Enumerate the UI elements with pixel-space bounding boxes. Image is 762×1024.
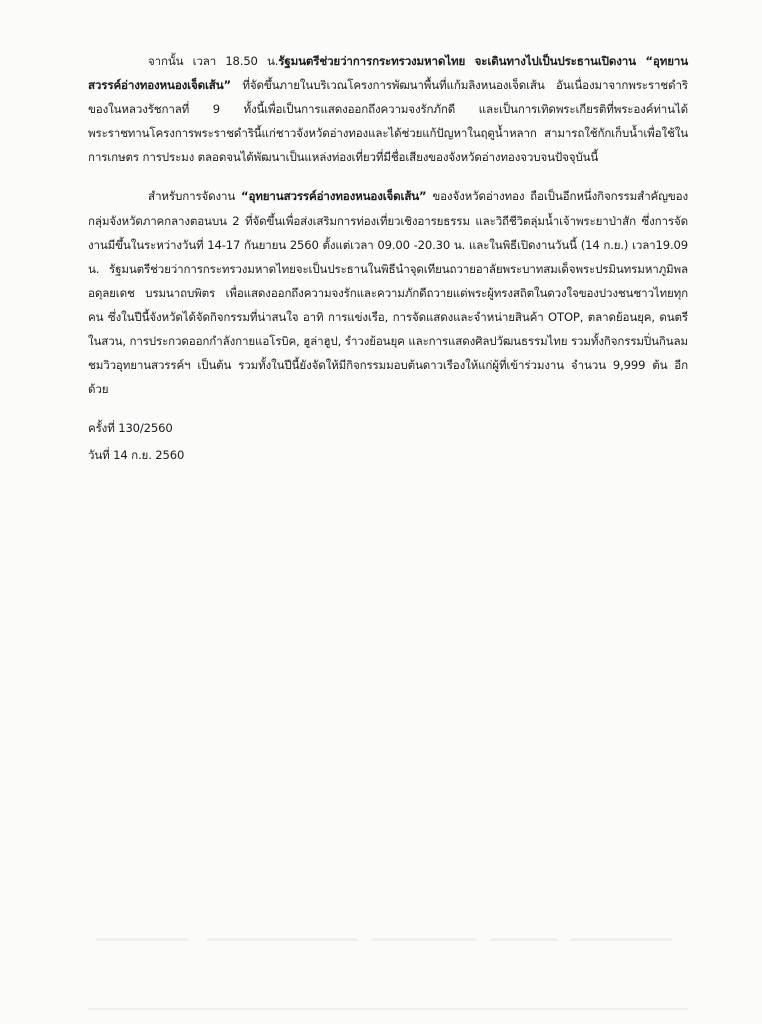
scan-artifact	[570, 938, 672, 941]
paragraph-1-emphasis: รัฐมนตรีช่วยว่าการกระทรวงมหาดไทย จะเดินทางไปเป็นประธานเปิดงาน “อุทยานสวรรค์อ่างทองหนองเจ็ดเส้น”	[88, 54, 688, 93]
document-date: วันที่ 14 ก.ย. 2560	[88, 448, 185, 463]
paragraph-2-lead: สำหรับการจัดงาน	[148, 189, 242, 204]
paragraph-1-lead: จากนั้น เวลา 18.50 น.	[148, 54, 279, 68]
issue-number: ครั้งที่ 130/2560	[88, 421, 173, 436]
scan-artifact	[96, 938, 188, 941]
document-body	[88, 49, 688, 467]
scan-artifact	[206, 938, 358, 941]
paragraph-2-emphasis: “อุทยานสวรรค์อ่างทองหนองเจ็ดเส้น”	[241, 189, 427, 204]
scan-artifact	[490, 938, 558, 941]
paragraph-event-details	[88, 184, 688, 401]
paragraph-1-body: ที่จัดขึ้นภายในบริเวณโครงการพัฒนาพื้นที่แก้มลิงหนองเจ็ดเส้น อันเนื่องมาจากพระราชดำริของในหลวงรัชกาลที่ 9 ทั้งนี้เพื่อเป็นการแสดงออกถึงความจงรักภักดี และเป็นการเทิดพระเกียรติที่พระองค์ท่านได้พระราชทานโครงการพระราชดำรินี้แก่ชาวจังหวัดอ่างทองและได้ช่วยแก้ปัญหาในฤดูน้ำหลาก สามารถใช้กักเก็บน้ำเพื่อใช้ในการเกษตร การประมง ตลอดจนได้พัฒนาเป็นแหล่งท่องเที่ยวที่มีชื่อเสียงของจังหวัดอ่างทองจวบจนปัจจุบันนี้	[88, 78, 688, 165]
scan-artifact	[372, 938, 476, 941]
scan-edge-artifact	[88, 1008, 688, 1010]
paragraph-2-body: ของจังหวัดอ่างทอง ถือเป็นอีกหนึ่งกิจกรรมสำคัญของกลุ่มจังหวัดภาคกลางตอนบน 2 ที่จัดขึ้นเพื่อส่งเสริมการท่องเที่ยวเชิงอารยธรรม และวิถีชีวิตลุ่มน้ำเจ้าพระยาป่าสัก ซึ่งการจัดงานมีขึ้นในระหว่างวันที่ 14-17 กันยายน 2560 ตั้งแต่เวลา 09.00 -20.30 น. และในพิธีเปิดงานวันนี้ (14 ก.ย.) เวลา19.09 น. รัฐมนตรีช่วยว่าการกระทรวงมหาดไทยจะเป็นประธานในพิธีนำจุดเทียนถวายอาลัยพระบาทสมเด็จพระปรมินทรมหาภูมิพลอดุลยเดช บรมนาถบพิตร เพื่อแสดงออกถึงความจงรักและความภักดีถวายแด่พระผู้ทรงสถิตในดวงใจของปวงชนชาวไทยทุกคน ซึ่งในปีนี้จังหวัดได้จัดกิจกรรมที่น่าสนใจ อาทิ การแข่งเรือ, การจัดแสดงและจำหน่ายสินค้า OTOP, ตลาดย้อนยุค, ดนตรีในสวน, การประกวดออกกำลังกายแอโรบิค, ฮูล่าฮูป, รำวงย้อนยุค และการแสดงศิลปวัฒนธรรมไทย รวมทั้งกิจกรรมปิ่นกินลมชมวิวอุทยานสวรรค์ฯ เป็นต้น รวมทั้งในปีนี้ยังจัดให้มีกิจกรรมมอบต้นดาวเรืองให้แก่ผู้ที่เข้าร่วมงาน จำนวน 9,999 ต้น อีกด้วย	[88, 189, 688, 397]
paragraph-opening-event	[88, 49, 688, 169]
